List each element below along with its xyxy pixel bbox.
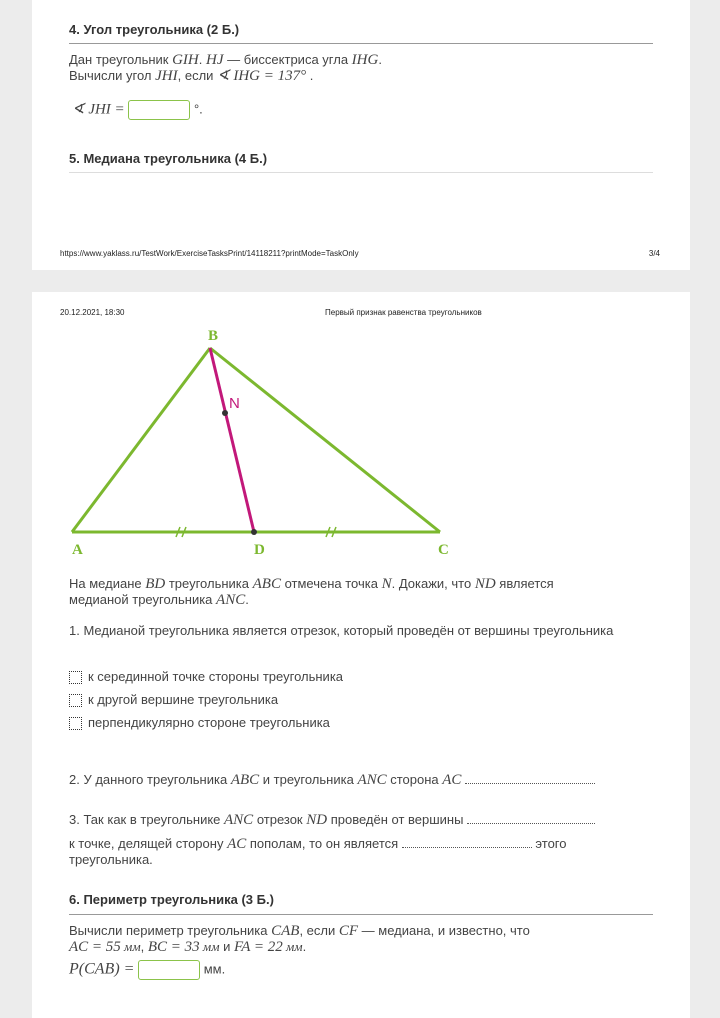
text: этого xyxy=(535,836,567,851)
question-2 xyxy=(69,772,595,788)
divider xyxy=(69,914,653,915)
label-B: B xyxy=(208,328,219,344)
task4-title: 4. Угол треугольника (2 Б.) xyxy=(69,22,240,37)
math: ∢ IHG = 137° xyxy=(217,68,307,84)
answer-dropdown-q3a[interactable] xyxy=(467,813,595,824)
math: ANC xyxy=(216,592,246,608)
answer-dropdown-q2[interactable] xyxy=(465,773,595,784)
text: . xyxy=(302,939,307,954)
text: пополам, то он является xyxy=(246,836,402,851)
option-midpoint[interactable] xyxy=(69,669,343,685)
text: — медиана, и известно, что xyxy=(358,923,530,938)
task6-statement xyxy=(69,923,530,955)
text: , если xyxy=(177,68,218,83)
text: является xyxy=(495,576,554,591)
math: HJ xyxy=(206,52,224,68)
question-3-cont xyxy=(69,836,567,868)
label-N: N xyxy=(229,395,240,412)
answer-dropdown-q3b[interactable] xyxy=(402,837,532,848)
text: и xyxy=(219,939,235,954)
unit: мм xyxy=(199,939,220,954)
checkbox[interactable] xyxy=(69,717,82,730)
checkbox[interactable] xyxy=(69,694,82,707)
text: отмечена точка xyxy=(280,576,382,591)
math: FA = 22 xyxy=(234,939,283,955)
perimeter-answer-input[interactable] xyxy=(138,960,200,980)
text: медианой треугольника xyxy=(69,592,217,607)
math: IHG xyxy=(351,52,379,68)
math: ABC xyxy=(230,772,260,788)
task6-answer-row xyxy=(69,960,225,980)
text: отрезок xyxy=(253,812,307,827)
unit: мм. xyxy=(203,961,226,977)
text: . xyxy=(245,592,249,607)
median-BD xyxy=(210,348,254,532)
side-BC xyxy=(210,348,440,532)
task4-statement xyxy=(69,52,382,84)
text: 2. У данного треугольника xyxy=(69,772,231,787)
header-title: Первый признак равенства треугольников xyxy=(325,308,482,317)
task4-answer-row xyxy=(72,100,203,120)
text: . xyxy=(306,68,314,83)
question-3 xyxy=(69,812,595,828)
footer-url: https://www.yaklass.ru/TestWork/ExerciseTasksPrint/14118211?printMode=TaskOnly xyxy=(60,249,359,258)
math: BD xyxy=(145,576,166,592)
side-AB xyxy=(72,348,210,532)
answer-label: P(CAB) = xyxy=(69,960,135,978)
option-perpendicular[interactable] xyxy=(69,715,330,731)
math: ANC xyxy=(357,772,387,788)
divider xyxy=(69,43,653,44)
text: к точке, делящей сторону xyxy=(69,836,228,851)
checkbox[interactable] xyxy=(69,671,82,684)
task5-title: 5. Медиана треугольника (4 Б.) xyxy=(69,151,268,166)
label-A: A xyxy=(72,542,83,558)
question-1: 1. Медианой треугольника является отрезок, который проведён от вершины треугольника xyxy=(69,623,614,638)
text: Дан треугольник xyxy=(69,52,173,67)
text: . Докажи, что xyxy=(391,576,475,591)
text: На медиане xyxy=(69,576,146,591)
math: CF xyxy=(338,923,359,939)
label-C: C xyxy=(438,542,449,558)
math: BC = 33 xyxy=(147,939,200,955)
text: проведён от вершины xyxy=(327,812,464,827)
text: . xyxy=(378,52,382,67)
text: , если xyxy=(299,923,339,938)
point-D xyxy=(251,529,257,535)
text: Вычисли периметр треугольника xyxy=(69,923,272,938)
math: ND xyxy=(306,812,328,828)
option-other-vertex[interactable] xyxy=(69,692,278,708)
math: ABC xyxy=(252,576,281,592)
math: AC = 55 xyxy=(69,939,121,955)
text: , xyxy=(140,939,148,954)
angle-answer-input[interactable] xyxy=(128,100,190,120)
text: сторона xyxy=(386,772,443,787)
answer-label: ∢ JHI = xyxy=(72,101,125,118)
unit: °. xyxy=(193,101,203,117)
header-date: 20.12.2021, 18:30 xyxy=(60,308,125,317)
text: — биссектриса угла xyxy=(223,52,352,67)
math: N xyxy=(381,576,392,592)
math: JHI xyxy=(155,68,178,84)
option-label: к другой вершине треугольника xyxy=(88,692,279,707)
option-label: перпендикулярно стороне треугольника xyxy=(88,715,330,730)
divider xyxy=(69,172,653,173)
triangle-figure xyxy=(32,292,690,572)
task5-statement xyxy=(69,576,554,608)
unit: мм xyxy=(282,939,303,954)
option-label: к серединной точке стороны треугольника xyxy=(88,669,344,684)
task6-title: 6. Периметр треугольника (3 Б.) xyxy=(69,892,274,907)
text: 3. Так как в треугольнике xyxy=(69,812,225,827)
text: и треугольника xyxy=(259,772,358,787)
text: треугольника xyxy=(165,576,253,591)
math: CAB xyxy=(271,923,300,939)
label-D: D xyxy=(254,542,265,558)
math: ANC xyxy=(224,812,254,828)
page-3 xyxy=(32,0,690,270)
math: AC xyxy=(227,836,247,852)
math: AC xyxy=(442,772,462,788)
text: . xyxy=(198,52,206,67)
point-N xyxy=(222,410,228,416)
math: GIH xyxy=(172,52,199,68)
page-4 xyxy=(32,292,690,1018)
unit: мм xyxy=(120,939,141,954)
footer-page: 3/4 xyxy=(648,249,660,258)
text: Вычисли угол xyxy=(69,68,156,83)
text: треугольника. xyxy=(69,852,153,867)
math: ND xyxy=(474,576,496,592)
